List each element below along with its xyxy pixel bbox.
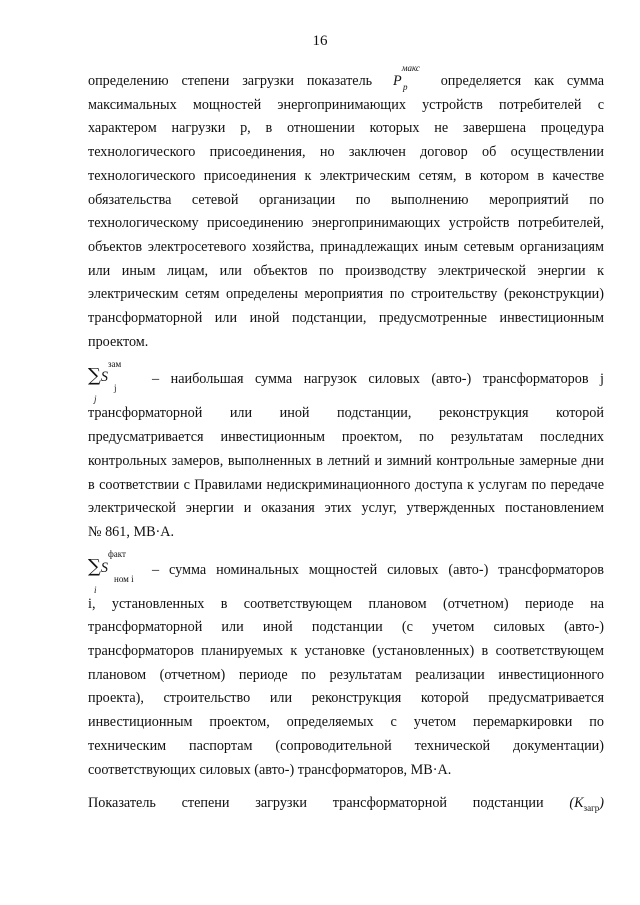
p3-line-2: i, установленных в соответствующем плановом (отчетном) периоде на (88, 595, 604, 612)
paragraph-3-lines (88, 593, 604, 759)
paragraph-1-last-line: проектом. (88, 333, 149, 350)
p3-line-8: техническим паспортам (сопроводительной технической документации) (88, 737, 604, 754)
paragraph-4 (88, 792, 604, 816)
p1-line-6: обязательства сетевой организации по выполнению мероприятий по (88, 191, 604, 208)
p1-line-10: электрическим сетям определены мероприятия по строительству (реконструкции) (88, 286, 604, 303)
definition-s-fact-text: – сумма номинальных мощностей силовых (авто-) трансформаторов (152, 561, 604, 578)
definition-s-fact (88, 548, 604, 595)
p1-line-5: технологического присоединения к электрическим сетям, в котором в качестве (88, 167, 604, 184)
definition-s-zam (88, 358, 604, 405)
p3-line-3: трансформаторной или иной подстанции (с учетом силовых (авто-) (88, 619, 604, 636)
p2-line-6: электрической энергии и оказания этих услуг, утвержденных постановлением (88, 500, 604, 517)
p2-line-2: трансформаторной или иной подстанции, реконструкция которой (88, 405, 604, 422)
paragraph-2-lines (88, 402, 604, 521)
p1-line-11: трансформаторной или иной подстанции, предусмотренные инвестиционным (88, 310, 604, 327)
p1-line-8: объектов электросетевого хозяйства, принадлежащих иным сетевым организациям (88, 238, 604, 255)
p2-line-3: предусматривается инвестиционным проектом, по результатам последних (88, 429, 604, 446)
sum-s-zam-formula: $\sum S^{зам}$ j j (88, 358, 122, 405)
p3-line-6: проекта), строительство или реконструкция которой предусматривается (88, 690, 604, 707)
p2-line-5: в соответствии с Правилами недискриминационного доступа к услугам по передаче (88, 476, 604, 493)
p1-line-2: максимальных мощностей энергопринимающих устройств потребителей с (88, 96, 604, 113)
paragraph-1-lines (88, 94, 604, 331)
paragraph-1-text-start: определению степени загрузки показатель (88, 73, 373, 89)
sum-s-fact-formula: $\sum S^{факт}$ ном i i (88, 548, 134, 595)
p3-line-4: трансформаторов планируемых к установке (установленных) в соответствующем (88, 643, 604, 660)
symbol-p-max: $P^{макс}$ p (393, 63, 420, 92)
paragraph-1-line-1 (88, 63, 605, 94)
document-body (88, 63, 605, 816)
p2-line-4: контрольных замеров, выполненных в летний и зимний контрольные замерные дни (88, 452, 604, 469)
paragraph-3-last-line: соответствующих силовых (авто-) трансформаторов, МВ·А. (88, 761, 452, 778)
page-number: 16 (312, 33, 328, 49)
symbol-k-load: $(K_{загр})$ (569, 795, 605, 814)
paragraph-4-text: Показатель степени загрузки трансформаторной подстанции (88, 795, 544, 812)
p1-line-4: технологического присоединения, но заключен договор об осуществлении (88, 144, 604, 161)
p1-line-7: технологическому присоединению энергопринимающих устройств потребителей, (88, 215, 604, 232)
definition-s-zam-text: – наибольшая сумма нагрузок силовых (авто-) трансформаторов j (152, 371, 604, 388)
p1-line-3: характером нагрузки р, в отношении которых не завершена процедура (88, 120, 604, 137)
p3-line-5: плановом (отчетном) периоде по результатам реализации инвестиционного (88, 666, 604, 683)
paragraph-1-text-end: определяется как сумма (440, 73, 605, 89)
p3-line-7: инвестиционным проектом, определяемых с учетом перемаркировки по (88, 714, 604, 731)
p1-line-9: или иным лицам, или объектов по производству электрической энергии к (88, 262, 604, 279)
paragraph-2-last-line: № 861, МВ·А. (88, 523, 175, 540)
